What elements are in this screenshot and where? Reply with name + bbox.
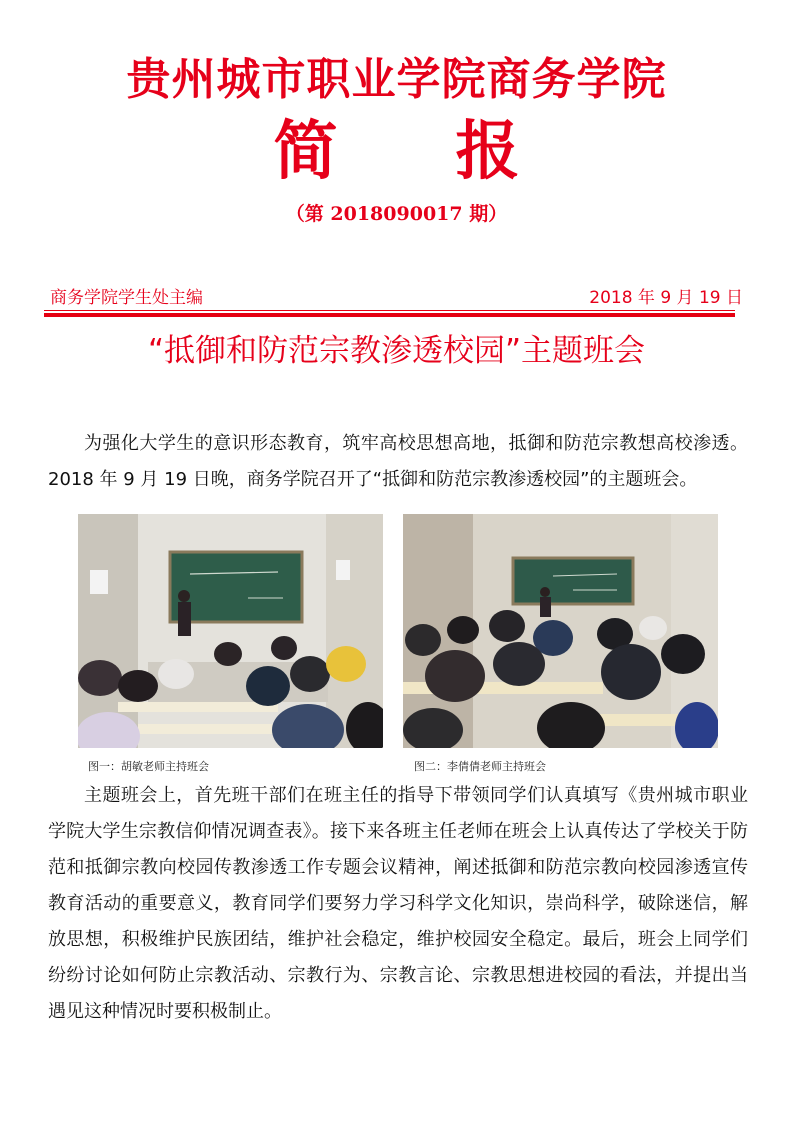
- issue-number: （第 2018090017 期）: [285, 203, 508, 225]
- classroom-photo-2-image: [403, 514, 718, 748]
- publish-date: 2018 年 9 月 19 日: [589, 288, 743, 308]
- photo-caption-1: 图一：胡敏老师主持班会: [88, 760, 209, 773]
- doc-type-title: [0, 112, 793, 192]
- photo-caption-2: 图二：李倩倩老师主持班会: [414, 760, 546, 773]
- photo-classroom-1: [78, 514, 383, 748]
- doc-type-char-2: 报: [455, 115, 520, 189]
- article-paragraph-2: 主题班会上，首先班干部们在班主任的指导下带领同学们认真填写《贵州城市职业学院大学生宗教信仰情况调查表》。接下来各班主任老师在班会上认真传达了学校关于防范和抵御宗教向校园传教渗透工作专题会议精神，阐述抵御和防范宗教向校园渗透宣传教育活动的重要意义，教育同学们要努力学习科学文化知识，崇尚科学，破除迷信，解放思想，积极维护民族团结，维护社会稳定，维护校园安全稳定。最后，班会上同学们纷纷讨论如何防止宗教活动、宗教行为、宗教言论、宗教思想进校园的看法，并提出当遇见这种情况时要积极制止。: [48, 785, 748, 1022]
- article-headline: “抵御和防范宗教渗透校园”主题班会: [147, 333, 646, 369]
- header-rule-thin: [44, 310, 735, 311]
- editor-line: 商务学院学生处主编: [50, 288, 203, 308]
- article-paragraph-1: 为强化大学生的意识形态教育，筑牢高校思想高地，抵御和防范宗教想高校渗透。2018 年 9 月 19 日晚，商务学院召开了“抵御和防范宗教渗透校园”的主题班会。: [48, 433, 748, 490]
- doc-type-char-1: 简: [273, 115, 338, 189]
- photo-classroom-2: [403, 514, 718, 748]
- classroom-photo-1-image: [78, 514, 383, 748]
- org-title: 贵州城市职业学院商务学院: [126, 54, 667, 105]
- header-rule-thick: [44, 313, 735, 317]
